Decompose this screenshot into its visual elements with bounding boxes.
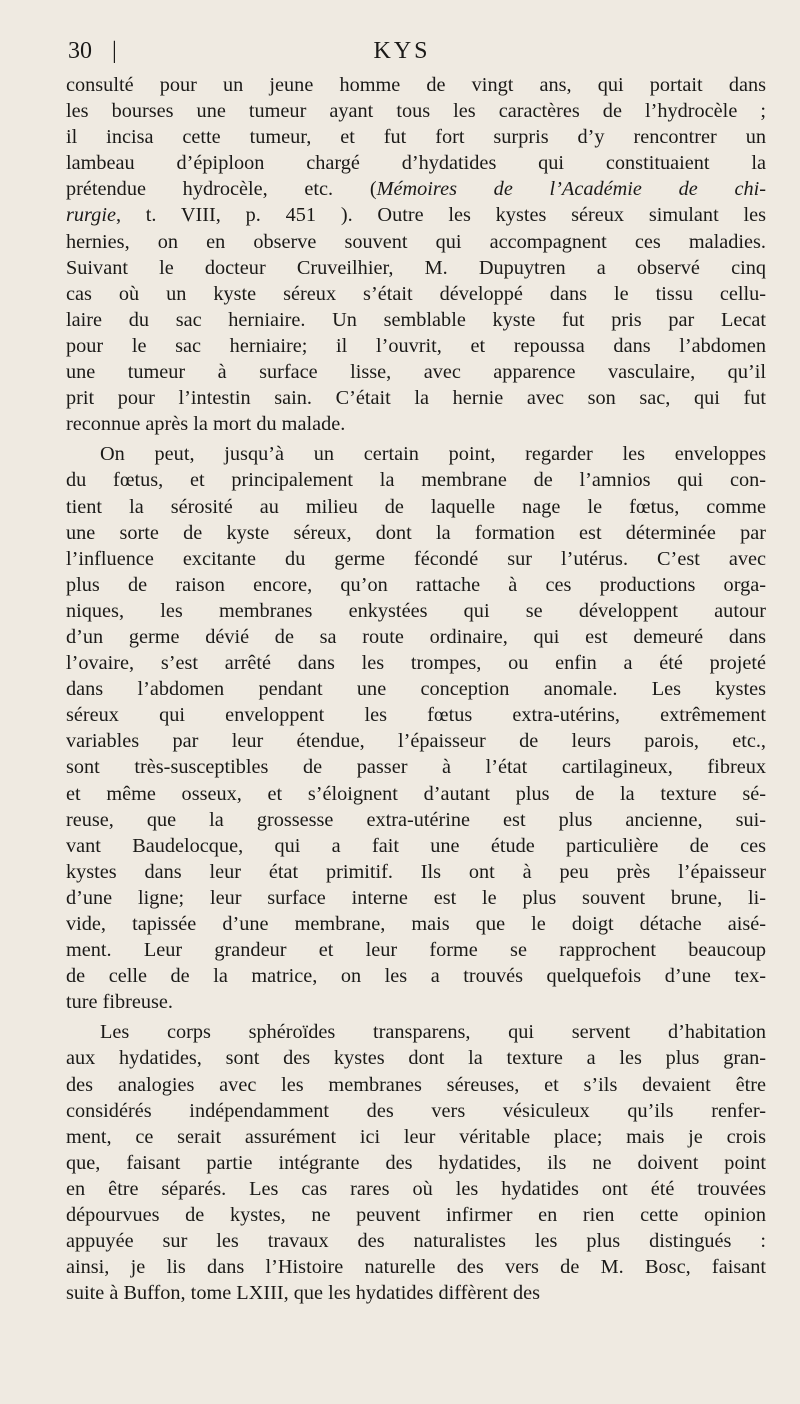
text-line: que, faisant partie intégrante des hydatides, ils ne doivent point — [66, 1151, 766, 1174]
text-line: consulté pour un jeune homme de vingt ans, qui portait dans — [66, 74, 766, 96]
text-line: vide, tapissée d’une membrane, mais que le doigt détache aisé- — [66, 913, 766, 935]
text-line: ainsi, je lis dans l’Histoire naturelle des vers de M. Bosc, faisant — [66, 1256, 766, 1279]
text-line: l’influence excitante du germe fécondé sur l’utérus. C’est avec — [66, 547, 766, 570]
text-line: prétendue hydrocèle, etc. (Mémoires de l’Académie de chi- — [66, 178, 766, 201]
text-line: d’une ligne; leur surface interne est le plus souvent brune, li- — [66, 886, 766, 909]
text-line: lambeau d’épiploon chargé d’hydatides qui constituaient la — [66, 152, 766, 175]
text-line: reconnue après la mort du malade. — [66, 413, 346, 436]
text-line: des analogies avec les membranes séreuses, et s’ils devaient être — [66, 1073, 766, 1096]
text-line: de celle de la matrice, on les a trouvés quelquefois d’une tex- — [66, 965, 766, 988]
text-line: et même osseux, et s’éloignent d’autant plus de la texture sé- — [66, 782, 766, 805]
text-line: en être séparés. Les cas rares où les hydatides ont été trouvées — [66, 1177, 766, 1200]
text-line: suite à Buffon, tome LXIII, que les hydatides diffèrent des — [66, 1282, 541, 1305]
text-line: ment. Leur grandeur et leur forme se rapprochent beaucoup — [66, 939, 766, 962]
text-line: les bourses une tumeur ayant tous les caractères de l’hydrocèle ; — [66, 100, 766, 123]
text-line: niques, les membranes enkystées qui se développent autour — [66, 599, 766, 622]
text-line: Suivant le docteur Cruveilhier, M. Dupuytren a observé cinq — [66, 256, 766, 279]
text-line: d’un germe dévié de sa route ordinaire, qui est demeuré dans — [66, 625, 766, 648]
text-line: considérés indépendamment des vers vésiculeux qu’ils renfer- — [66, 1099, 766, 1122]
text-line: rurgie, t. VIII, p. 451 ). Outre les kystes séreux simulant les — [66, 204, 766, 227]
text-line: il incisa cette tumeur, et fut fort surpris d’y rencontrer un — [66, 126, 766, 149]
text-line: sont très-susceptibles de passer à l’état cartilagineux, fibreux — [66, 756, 766, 779]
text-line: l’ovaire, s’est arrêté dans les trompes, ou enfin a été projeté — [66, 652, 766, 675]
text-line: hernies, on en observe souvent qui accompagnent ces maladies. — [66, 230, 766, 253]
text-line: plus de raison encore, qu’on rattache à ces productions orga- — [66, 573, 766, 596]
text-line: On peut, jusqu’à un certain point, regarder les enveloppes — [100, 443, 766, 466]
paragraph — [66, 72, 766, 437]
text-line: pour le sac herniaire; il l’ouvrit, et repoussa dans l’abdomen — [66, 334, 766, 357]
text-line: variables par leur étendue, l’épaisseur de leurs parois, etc., — [66, 730, 766, 753]
text-line: ture fibreuse. — [66, 991, 173, 1014]
text-line: kystes dans leur état primitif. Ils ont à peu près l’épaisseur — [66, 860, 766, 883]
paragraph — [66, 1019, 766, 1306]
text-line: prit pour l’intestin sain. C’était la hernie avec son sac, qui fut — [66, 387, 766, 410]
text-line: ment, ce serait assurément ici leur véritable place; mais je crois — [66, 1125, 766, 1148]
text-line: cas où un kyste séreux s’était développé dans le tissu cellu- — [66, 282, 766, 305]
text-line: appuyée sur les travaux des naturalistes les plus distingués : — [66, 1230, 766, 1253]
header-rule-mark: | — [112, 38, 117, 64]
running-head: KYS — [373, 38, 431, 64]
text-line: tient la sérosité au milieu de laquelle nage le fœtus, comme — [66, 495, 766, 518]
text-line: du fœtus, et principalement la membrane de l’amnios qui con- — [66, 469, 766, 492]
text-line: dépourvues de kystes, ne peuvent infirmer en rien cette opinion — [66, 1204, 766, 1227]
text-line: dans l’abdomen pendant une conception anomale. Les kystes — [66, 678, 766, 701]
text-line: vant Baudelocque, qui a fait une étude particulière de ces — [66, 834, 766, 857]
body-text — [66, 72, 766, 1306]
page-header — [68, 38, 736, 72]
text-line: séreux qui enveloppent les fœtus extra-utérins, extrêmement — [66, 704, 766, 727]
text-line: une sorte de kyste séreux, dont la formation est déterminée par — [66, 521, 766, 544]
page-number: 30 — [68, 38, 92, 64]
paragraph — [66, 441, 766, 1015]
text-line: Les corps sphéroïdes transparens, qui servent d’habitation — [100, 1021, 766, 1044]
text-line: laire du sac herniaire. Un semblable kyste fut pris par Lecat — [66, 308, 766, 331]
text-line: aux hydatides, sont des kystes dont la texture a les plus gran- — [66, 1047, 766, 1070]
text-line: reuse, que la grossesse extra-utérine est plus ancienne, sui- — [66, 808, 766, 831]
text-line: une tumeur à surface lisse, avec apparence vasculaire, qu’il — [66, 361, 766, 384]
